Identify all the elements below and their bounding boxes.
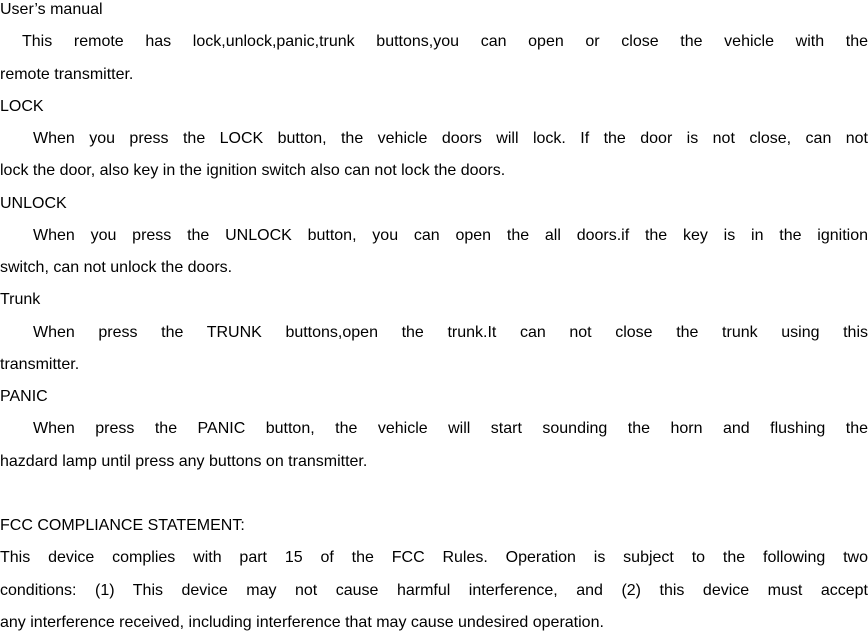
section-line: transmitter. [0,355,80,373]
spacer [0,478,868,510]
fcc-line: conditions: (1) This device may not cause harmful interference, and (2) this device must accept [0,581,868,599]
section-heading-trunk: Trunk [0,291,41,309]
section-line: When press the PANIC button, the vehicle will start sounding the horn and flushing the [33,420,868,438]
fcc-line: This device complies with part 15 of the FCC Rules. Operation is subject to the following two [0,549,868,567]
section-line: hazdard lamp until press any buttons on transmitter. [0,452,368,470]
section-line: When you press the LOCK button, the vehicle doors will lock. If the door is not close, can not [33,130,868,147]
intro-line: remote transmitter. [0,65,134,83]
manual-title: User’s manual [0,1,103,18]
section-line: lock the door, also key in the ignition switch also can not lock the doors. [0,162,506,180]
section-line: When press the TRUNK buttons,open the trunk.It can not close the trunk using this [33,323,868,341]
fcc-heading: FCC COMPLIANCE STATEMENT: [0,517,245,534]
section-heading-panic: PANIC [0,388,48,405]
intro-line: This remote has lock,unlock,panic,trunk buttons,you can open or close the vehicle with the [22,33,868,51]
section-heading-unlock: UNLOCK [0,194,67,212]
section-line: When you press the UNLOCK button, you can open the all doors.if the key is in the ignition [33,226,868,244]
section-heading-lock: LOCK [0,97,44,115]
section-line: switch, can not unlock the doors. [0,259,233,276]
fcc-line: any interference received, including interference that may cause undesired operation. [0,613,604,631]
